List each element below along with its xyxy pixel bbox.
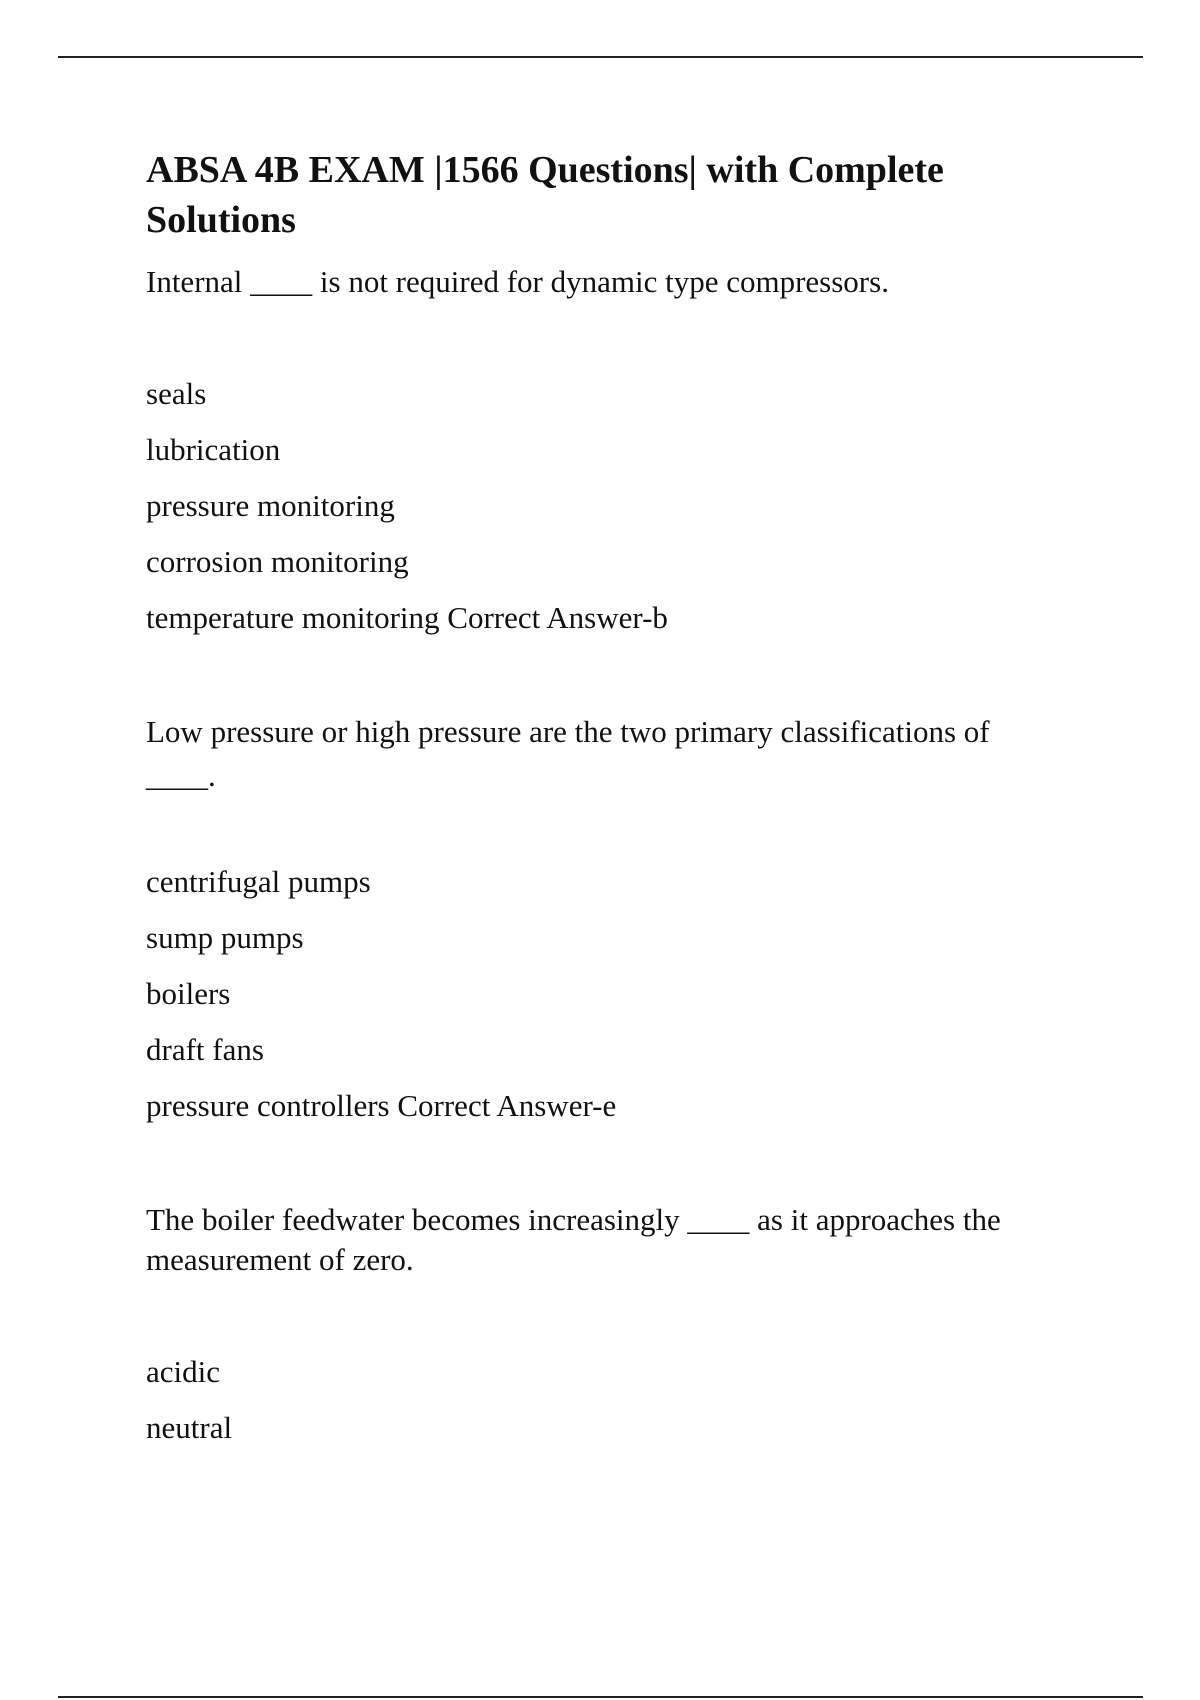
top-divider: [58, 56, 1143, 58]
question-2-option-with-answer: pressure controllers Correct Answer-e: [146, 1088, 617, 1123]
question-1-option: lubrication: [146, 432, 281, 467]
question-3-option: acidic: [146, 1354, 221, 1389]
question-2-option: draft fans: [146, 1032, 264, 1067]
question-3-option: neutral: [146, 1410, 233, 1445]
question-1-prompt: Internal ____ is not required for dynamic type compressors.: [146, 264, 889, 299]
question-3-prompt: The boiler feedwater becomes increasingly ____ as it approaches the measurement of zero.: [146, 1202, 1001, 1277]
question-1-option: pressure monitoring: [146, 488, 395, 523]
question-2-option: boilers: [146, 976, 231, 1011]
document-title: ABSA 4B EXAM |1566 Questions| with Complete Solutions: [146, 149, 944, 241]
question-2-option: centrifugal pumps: [146, 864, 371, 899]
question-1-option-with-answer: temperature monitoring Correct Answer-b: [146, 600, 668, 635]
question-1-option: seals: [146, 376, 207, 411]
question-1-option: corrosion monitoring: [146, 544, 409, 579]
question-2-prompt: Low pressure or high pressure are the two primary classifications of ____.: [146, 714, 990, 793]
question-2-option: sump pumps: [146, 920, 304, 955]
bottom-divider: [58, 1696, 1143, 1698]
